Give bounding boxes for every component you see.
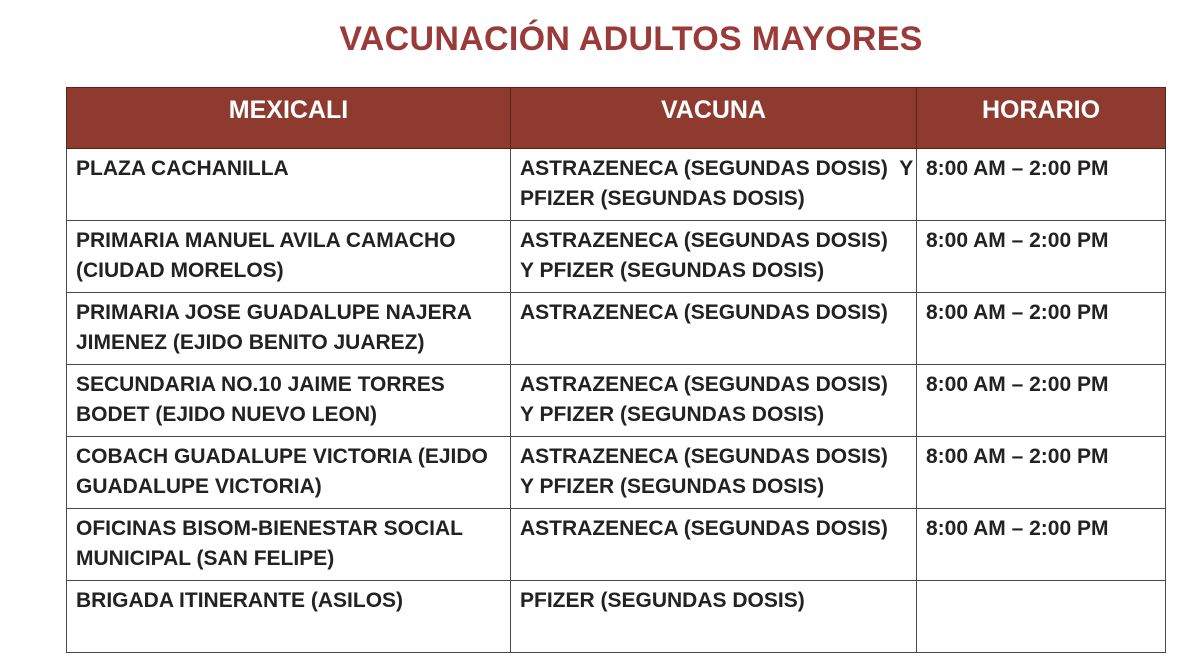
site-line: GUADALUPE VICTORIA) [76,475,322,498]
site-line: PRIMARIA JOSE GUADALUPE NAJERA [76,301,472,324]
table-row [67,437,1166,509]
site-line: MUNICIPAL (SAN FELIPE) [76,547,335,570]
site-cell [67,437,511,509]
table-row [67,293,1166,365]
schedule-cell: 8:00 AM – 2:00 PM [917,437,1166,509]
vaccination-schedule-table [66,87,1166,653]
site-line: (CIUDAD MORELOS) [76,259,284,282]
vaccine-cell [511,293,917,365]
vaccine-line: Y PFIZER (SEGUNDAS DOSIS) [520,403,825,426]
vaccine-cell [511,437,917,509]
site-line: JIMENEZ (EJIDO BENITO JUAREZ) [76,331,425,354]
schedule-cell: 8:00 AM – 2:00 PM [917,221,1166,293]
vaccine-line: ASTRAZENECA (SEGUNDAS DOSIS) Y [520,157,914,180]
site-line: SECUNDARIA NO.10 JAIME TORRES [76,373,445,396]
site-cell [67,221,511,293]
vaccine-line: ASTRAZENECA (SEGUNDAS DOSIS) [520,301,888,324]
column-header-horario: HORARIO [917,88,1166,149]
vaccine-cell [511,365,917,437]
site-cell [67,365,511,437]
vaccine-cell [511,221,917,293]
column-header-vacuna: VACUNA [511,88,917,149]
site-cell [67,509,511,581]
schedule-cell: 8:00 AM – 2:00 PM [917,509,1166,581]
vaccine-line: ASTRAZENECA (SEGUNDAS DOSIS) [520,373,888,396]
vaccine-line: ASTRAZENECA (SEGUNDAS DOSIS) [520,517,888,540]
site-cell [67,293,511,365]
table-row [67,365,1166,437]
schedule-cell: 8:00 AM – 2:00 PM [917,149,1166,221]
vaccine-cell [511,581,917,653]
site-line: COBACH GUADALUPE VICTORIA (EJIDO [76,445,488,468]
page-title: VACUNACIÓN ADULTOS MAYORES [339,20,923,58]
table-row [67,221,1166,293]
vaccine-line: ASTRAZENECA (SEGUNDAS DOSIS) [520,445,888,468]
table-row [67,581,1166,653]
site-line: OFICINAS BISOM-BIENESTAR SOCIAL [76,517,463,540]
vaccine-line [520,616,908,646]
vaccine-line [520,544,908,574]
vaccine-cell [511,509,917,581]
column-header-mexicali: MEXICALI [67,88,511,149]
site-line: BODET (EJIDO NUEVO LEON) [76,403,378,426]
site-cell [67,581,511,653]
schedule-cell: 8:00 AM – 2:00 PM [917,293,1166,365]
schedule-cell [917,581,1166,653]
table-header-row [67,88,1166,149]
table-row [67,149,1166,221]
site-line: PRIMARIA MANUEL AVILA CAMACHO [76,229,456,252]
vaccine-line: PFIZER (SEGUNDAS DOSIS) [520,589,805,612]
table-row [67,509,1166,581]
vaccine-line [520,328,908,358]
vaccine-cell [511,149,917,221]
vaccine-line: Y PFIZER (SEGUNDAS DOSIS) [520,475,825,498]
vaccine-line: Y PFIZER (SEGUNDAS DOSIS) [520,259,825,282]
site-line [76,616,502,646]
site-line [76,184,502,214]
site-cell [67,149,511,221]
schedule-cell: 8:00 AM – 2:00 PM [917,365,1166,437]
site-line: BRIGADA ITINERANTE (ASILOS) [76,589,404,612]
vaccine-line: PFIZER (SEGUNDAS DOSIS) [520,187,805,210]
site-line: PLAZA CACHANILLA [76,157,289,180]
vaccine-line: ASTRAZENECA (SEGUNDAS DOSIS) [520,229,888,252]
